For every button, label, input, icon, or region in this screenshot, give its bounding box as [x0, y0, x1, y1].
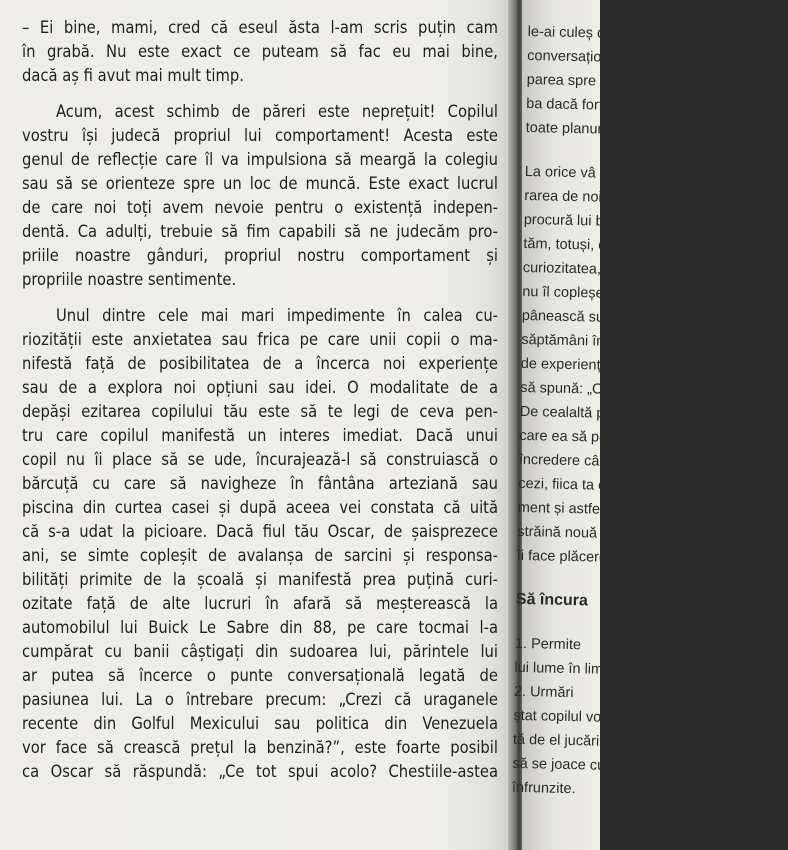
- text-line: recente din Golful Mexicului sau politica din Venezuela: [22, 714, 498, 733]
- text-line: că s-a udat la picioare. Dacă fiul tău Oscar, de șaisprezece: [22, 522, 498, 541]
- text-line: procură lui bu: [523, 211, 612, 230]
- body-text: [22, 16, 498, 784]
- text-line: parea spre orizo: [526, 71, 632, 91]
- paragraph: [22, 304, 498, 784]
- text-line: 1. Permite: [514, 635, 582, 654]
- text-line: ba dacă forțe d: [526, 95, 624, 115]
- text-line: conversaționale: [527, 47, 629, 67]
- paragraph: [22, 16, 498, 88]
- running-header: [432, 0, 504, 10]
- text-line: sau să se orienteze spre un loc de muncă. Este exact lucrul: [22, 174, 498, 193]
- text-line: priile noastre gânduri, propriul nostru comportament și: [22, 246, 498, 265]
- text-line: ca Oscar să răspundă: „Ce tot spui acolo? Chestiile-astea: [22, 762, 498, 781]
- text-line: De cealaltă pa: [519, 403, 613, 422]
- text-line: să spună: „Oh,: [520, 379, 616, 398]
- text-line: propriile noastre sentimente.: [22, 270, 237, 289]
- text-line: ștat copilul vos: [513, 707, 609, 726]
- text-line: ani, se simte copleșit de avalanșa de sarcini și responsa-: [22, 546, 498, 565]
- text-line: bilități primite de la școală și manifestă prea puțină curi-: [22, 570, 498, 589]
- text-line: copil nu îi place să se ude, încurajează-l să construiască o: [22, 450, 498, 469]
- text-line: tă de el jucării: [512, 731, 603, 750]
- text-line: rarea de noi te: [524, 187, 618, 206]
- text-line: de experiență: [520, 355, 609, 374]
- right-page: [511, 0, 632, 850]
- text-line: ar putea să încerce o punte conversațională legată de: [22, 666, 498, 685]
- text-line: La orice vâ: [524, 163, 596, 182]
- text-line: înfrunzite.: [511, 779, 576, 798]
- text-line: – Ei bine, mami, cred că eseul ăsta l-am scris puțin cam: [22, 18, 498, 37]
- text-line: tru care copilul manifestă un interes imediat. Dacă unui: [22, 426, 498, 445]
- text-line: nifestă față de posibilitatea de a încerca noi experiențe: [22, 354, 498, 373]
- text-line: în grabă. Nu este exact ce puteam să fac eu mai bine,: [22, 42, 498, 61]
- text-line: dacă aș fi avut mai mult timp.: [22, 66, 244, 85]
- text-line: automobilul lui Buick Le Sabre din 88, pe care tocmai l-a: [22, 618, 498, 637]
- text-line: riozității este anxietatea sau frica pe care unii copii o ma-: [22, 330, 498, 349]
- text-line: pasiunea lui. La o întrebare precum: „Crezi că uraganele: [22, 690, 498, 709]
- paragraph: [22, 100, 498, 292]
- text-line: îi face plăcere.: [516, 547, 612, 566]
- text-line: dentă. Ca adulți, trebuie să fim capabili să ne judecăm pro-: [22, 222, 498, 241]
- text-line: Unul dintre cele mai mari impedimente în calea cu-: [56, 306, 498, 325]
- text-line: 2. Urmări: [513, 683, 574, 702]
- text-line: nu îl copleșesc: [522, 283, 619, 302]
- section-heading: Să încura: [515, 590, 589, 610]
- text-line: vostru își judecă propriul lui comportament! Acesta este: [22, 126, 498, 145]
- text-line: ozitate față de alte lucruri în afară să meșterească la: [22, 594, 498, 613]
- text-line: genul de reflecție care îl va impulsiona să meargă la colegiu: [22, 150, 498, 169]
- text-line: pânească subt: [521, 307, 617, 326]
- text-line: toate planurilo: [525, 119, 617, 138]
- text-line: cezi, fiica ta e: [518, 475, 607, 494]
- text-line: străină nouă d: [517, 523, 610, 542]
- text-line: curiozitatea, n: [522, 259, 614, 278]
- text-line: Acum, acest schimb de păreri este neprețuit! Copilul: [56, 102, 498, 121]
- text-line: cumpărat cu banii câștigați din sudoarea lui, părintele lui: [22, 642, 498, 661]
- text-line: sau de a explora noi opțiuni sau idei. O modalitate de a: [22, 378, 498, 397]
- text-line: lui lume în limi: [514, 659, 607, 678]
- text-line: care ea să poa: [519, 427, 616, 446]
- right-page-text-fragments: [512, 20, 788, 805]
- text-line: săptămâni înai: [521, 331, 616, 350]
- text-line: încredere cân: [518, 451, 608, 470]
- text-line: depăși ezitarea copilului tău este să te legi de ceva pen-: [22, 402, 498, 421]
- text-line: să se joace cu: [512, 755, 606, 774]
- text-line: tăm, totuși, că: [523, 235, 614, 254]
- text-line: vor face să crească prețul la benzină?”, este foarte posibil: [22, 738, 498, 757]
- text-line: de care noi toți avem nevoie pentru o existență indepen-: [22, 198, 498, 217]
- text-line: piscina din curtea casei și după aceea vei constata că uită: [22, 498, 498, 517]
- text-line: ment și astfel: [517, 499, 604, 518]
- text-line: bărcuță cu care să navigheze în fântâna arteziană sau: [22, 474, 498, 493]
- text-line: le-ai culeș de p: [527, 23, 626, 43]
